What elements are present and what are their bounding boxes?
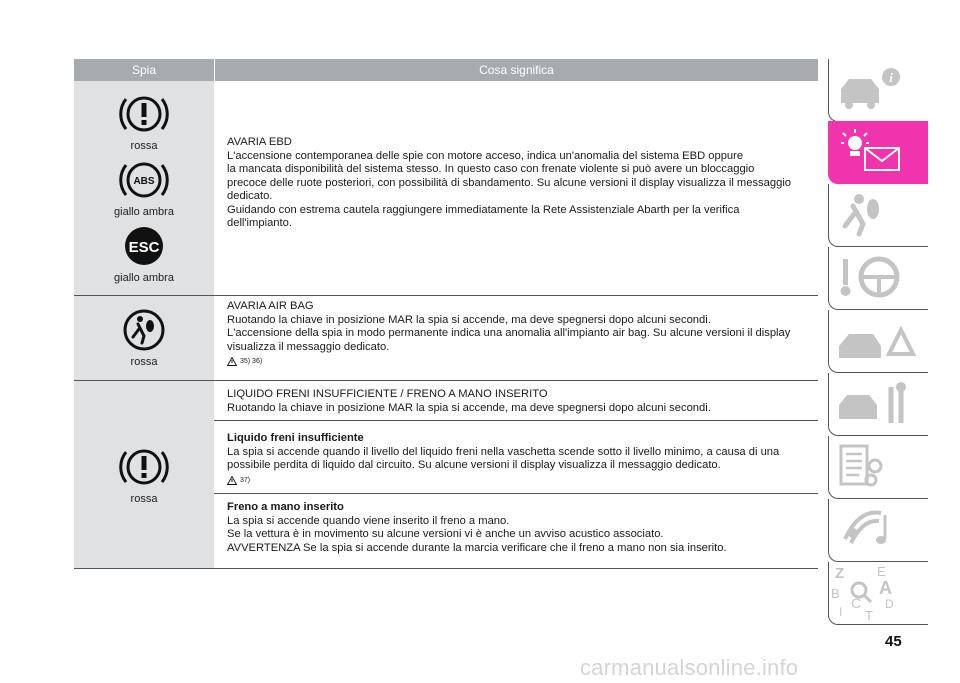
index-letter: D (885, 597, 894, 611)
tab-emergency[interactable] (828, 310, 928, 373)
index-letter: B (831, 586, 840, 601)
checklist-gears-icon (829, 436, 929, 499)
lamp-label: rossa (130, 492, 158, 505)
tab-technical-data[interactable] (828, 436, 928, 499)
lamp-airbag (116, 305, 172, 371)
text-line: Guidando con estrema cautela raggiungere immediatamente la Rete Assistenziale Abarth per la verifica (227, 203, 740, 216)
lamp-brake (116, 89, 172, 155)
seat-airbag-icon (829, 184, 929, 247)
index-letter: T (865, 608, 873, 623)
key-steering-wheel-icon (829, 247, 929, 310)
car-accident-triangle-icon (829, 310, 929, 373)
lamp-label: rossa (130, 140, 158, 152)
row-title: AVARIA EBD (227, 136, 292, 148)
lamp-abs (114, 155, 174, 221)
tab-index[interactable] (828, 562, 928, 625)
row-description (214, 381, 818, 568)
exclamation-circle-icon (116, 442, 172, 492)
text-line: visualizza il messaggio dedicato. (227, 340, 390, 353)
sub-liquido-freni (214, 421, 818, 494)
index-letters-icon (829, 562, 929, 625)
tab-warning-lights[interactable] (828, 121, 928, 184)
car-info-icon (829, 59, 929, 122)
header-spia: Spia (131, 63, 157, 77)
abs-icon (116, 155, 172, 205)
lamp-label: giallo ambra (114, 272, 174, 284)
svg-text:i: i (889, 70, 893, 85)
lamp-label: giallo ambra (114, 206, 174, 218)
row-icons (74, 81, 214, 295)
tab-safety[interactable] (828, 184, 928, 247)
warning-triangle-icon (227, 357, 237, 366)
text-line: la mancata disponibilità del sistema stesso. In questo caso con frenate violente si può avere un bloccaggio (227, 163, 755, 175)
lamp-label: rossa (130, 356, 158, 368)
row-title: LIQUIDO FRENI INSUFFICIENTE / FRENO A MANO INSERITO (227, 388, 548, 400)
text-line: dedicato. (227, 190, 273, 202)
row-description (214, 296, 818, 380)
text-line: L'accensione della spia in modo permanente indica una anomalia all'impianto air bag. Su alcune versioni il display (227, 327, 791, 339)
sub-title: Freno a mano inserito (227, 501, 344, 513)
table-row-ebd (74, 81, 818, 296)
text-line: La spia si accende quando il livello del liquido freni nella vaschetta scende sotto il livello minimo, a causa di una (227, 445, 780, 458)
row-icons (74, 381, 214, 568)
text-line: precoce delle ruote posteriori, con possibilità di sbandamento. Su alcune versioni il display visualizza il messaggio (227, 176, 792, 189)
warning-triangle-icon (227, 476, 237, 485)
table-row-airbag (74, 296, 818, 381)
warning-refs (227, 474, 818, 488)
header-cosa-significa: Cosa significa (214, 59, 818, 81)
warning-refs (227, 355, 818, 369)
index-letter: E (877, 564, 886, 579)
tab-maintenance[interactable] (828, 373, 928, 436)
multimedia-music-icon (829, 499, 929, 562)
exclamation-circle-icon (116, 89, 172, 139)
index-letter: Z (835, 565, 845, 582)
text-line: AVVERTENZA Se la spia si accende durante la marcia verificare che il freno a mano non sia inserito. (227, 541, 727, 554)
table-header (74, 59, 818, 81)
text-line: L'accensione contemporanea delle spie con motore acceso, indica un'anomalia del sistema EBD oppure (227, 149, 744, 162)
car-tools-icon (829, 373, 929, 436)
svg-text:ABS: ABS (133, 176, 155, 187)
warning-refs-text: 37) (240, 476, 251, 484)
row-icons (74, 296, 214, 380)
warning-light-message-icon (829, 121, 929, 184)
lamp-brake-fluid (116, 442, 172, 508)
esc-icon (116, 221, 172, 271)
lamp-esc (114, 221, 174, 287)
svg-text:ESC: ESC (128, 239, 160, 256)
airbag-icon (116, 305, 172, 355)
sub-freno-a-mano (214, 494, 818, 558)
watermark: carmanualsonline.info (580, 655, 799, 680)
text-line: dell'impianto. (227, 217, 292, 229)
index-letter: A (879, 578, 892, 598)
text-line: Se la vettura è in movimento su alcune versioni vi è anche un avviso acustico associato. (227, 528, 664, 540)
intro-block (214, 381, 818, 421)
sub-title: Liquido freni insufficiente (227, 432, 364, 444)
tab-car-info[interactable] (828, 59, 928, 122)
text-line: La spia si accende quando viene inserito il freno a mano. (227, 514, 510, 527)
index-letter: I (839, 605, 843, 619)
text-line: Ruotando la chiave in posizione MAR la spia si accende, ma deve spegnersi dopo alcuni secondi. (227, 401, 711, 414)
tab-multimedia[interactable] (828, 499, 928, 562)
text-line: possibile perdita di liquido dal circuito. Su alcune versioni il display visualizza il messaggio dedicato. (227, 459, 721, 471)
table-row-liquido-freni (74, 381, 818, 569)
page-number: 45 (885, 633, 902, 650)
row-description (214, 81, 818, 295)
row-title: AVARIA AIR BAG (227, 300, 314, 312)
tab-starting-driving[interactable] (828, 247, 928, 310)
warning-refs-text: 35) 36) (240, 358, 263, 365)
warning-lights-table (74, 59, 818, 569)
text-line: Ruotando la chiave in posizione MAR la spia si accende, ma deve spegnersi dopo alcuni secondi. (227, 313, 711, 326)
index-letter: C (851, 595, 862, 611)
